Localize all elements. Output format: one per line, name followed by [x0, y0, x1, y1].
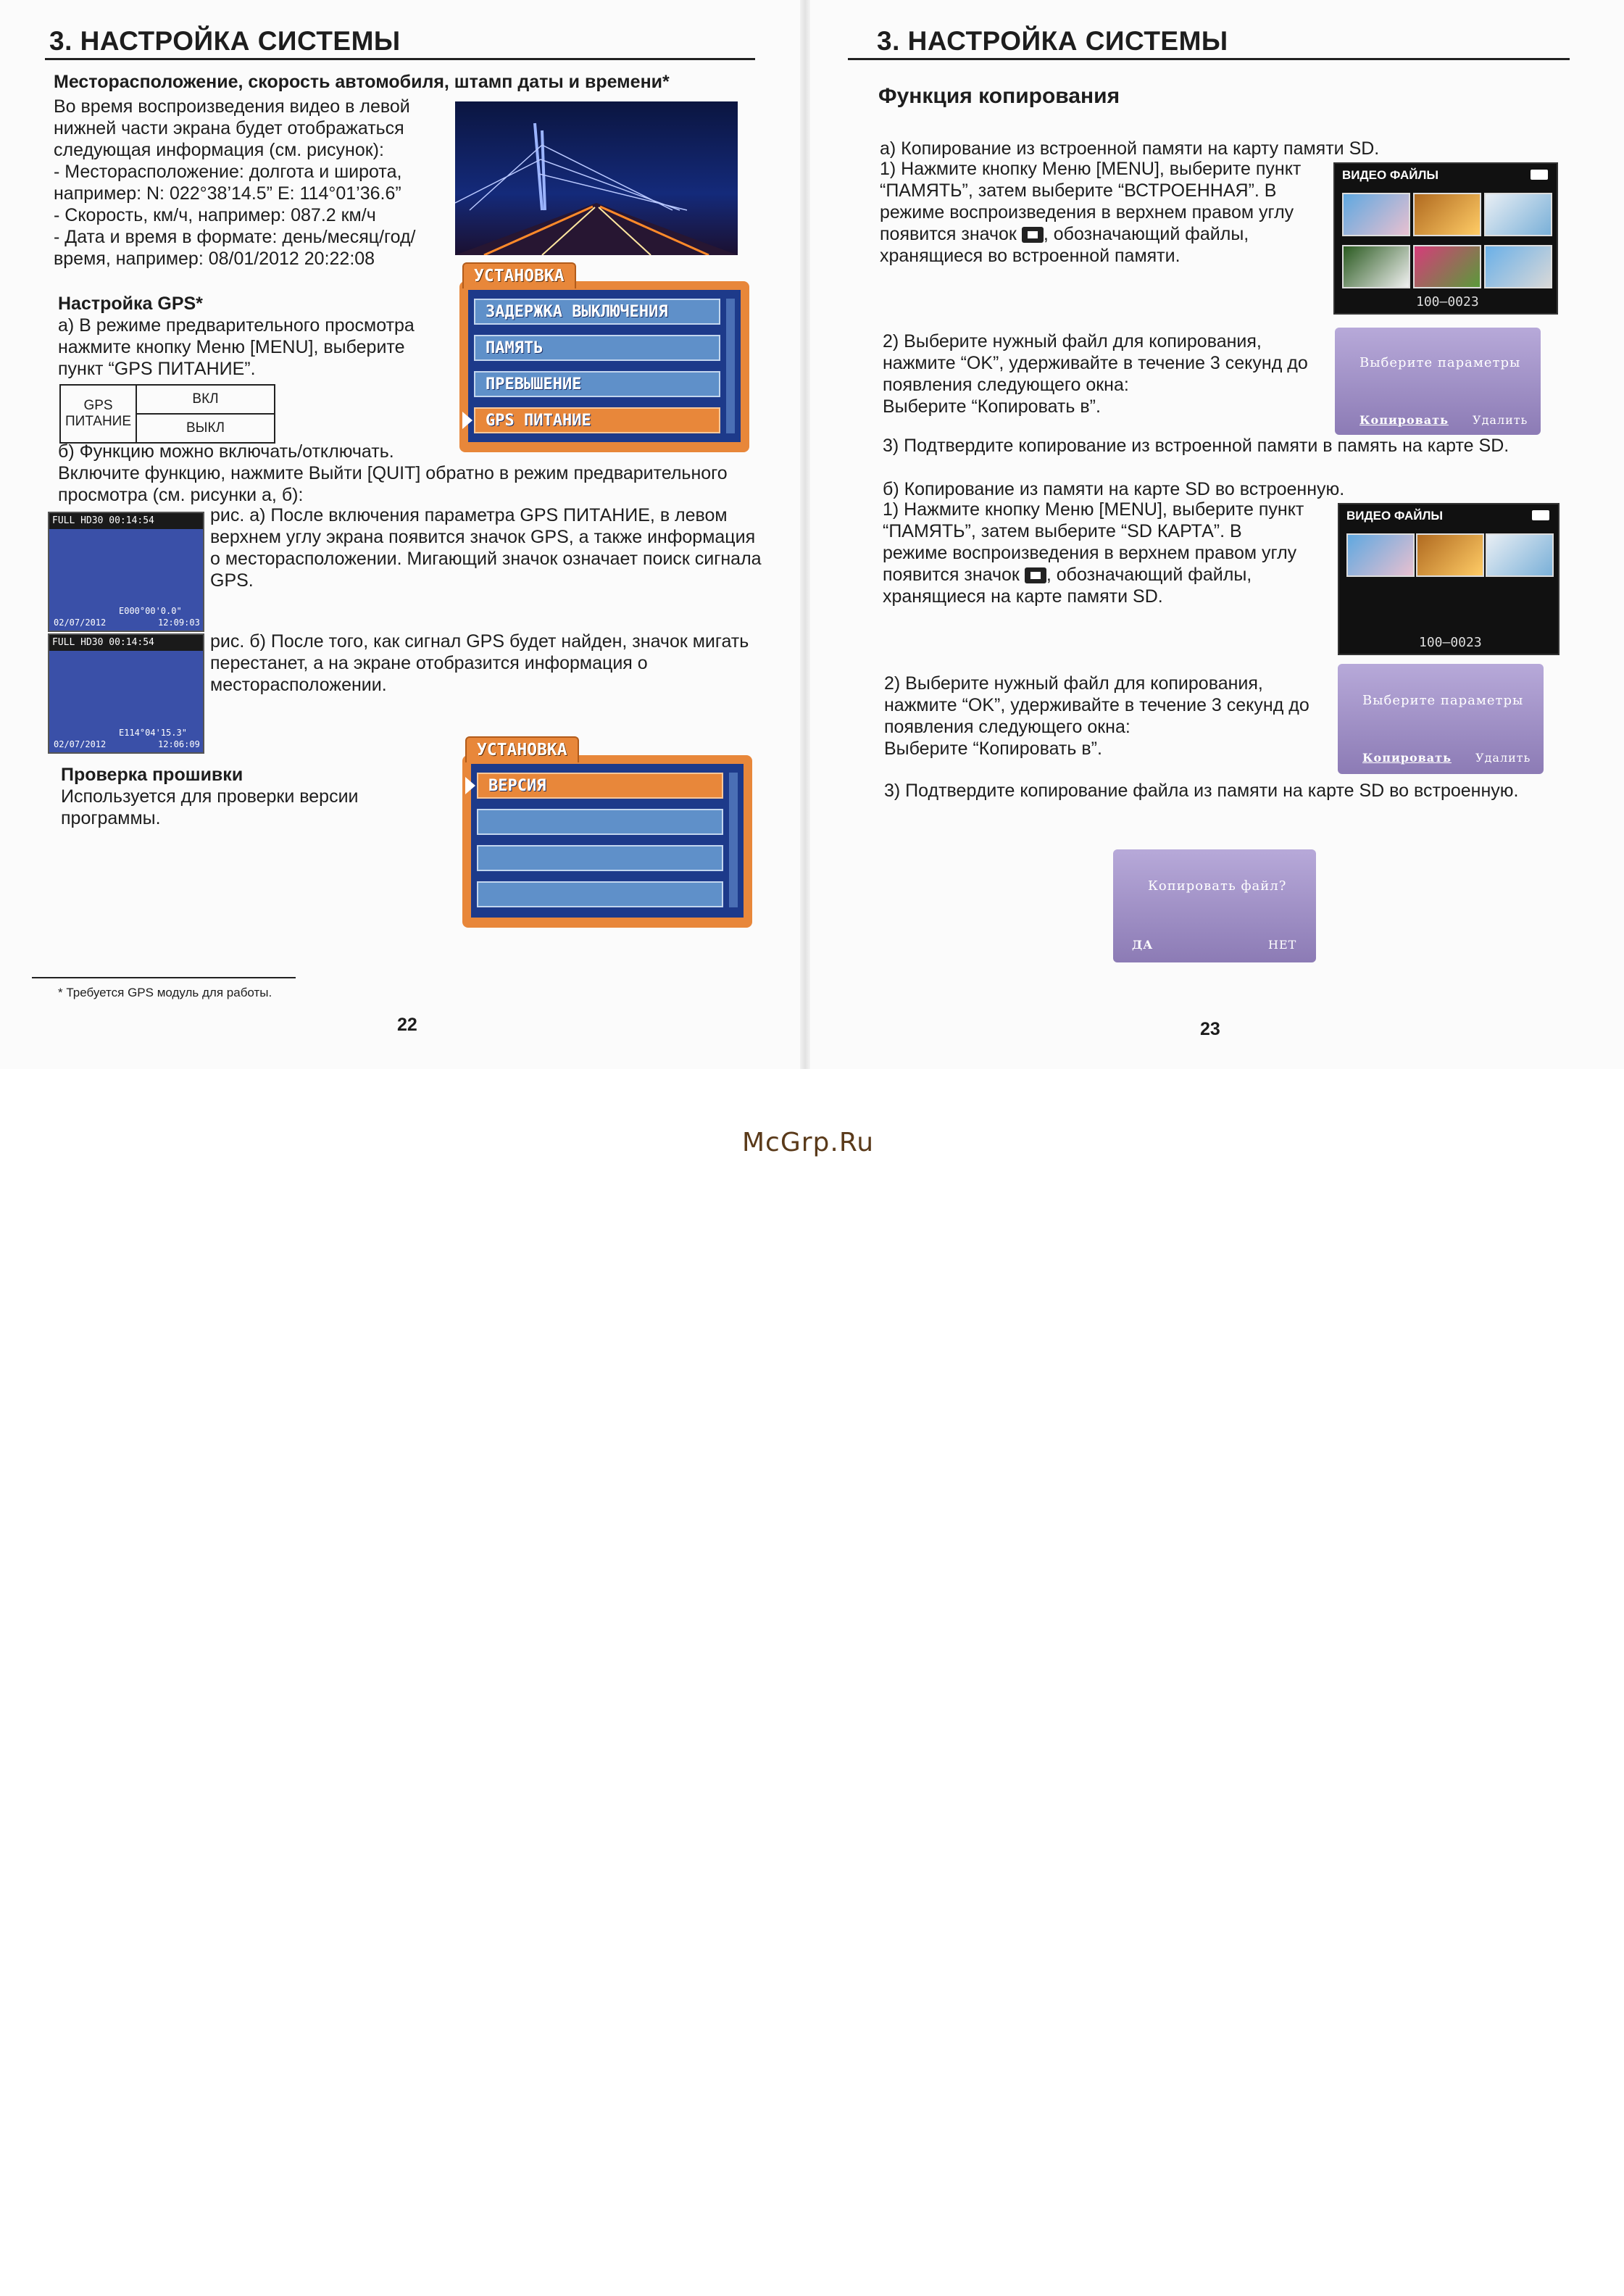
- camera-b-status-bar: FULL HD30 00:14:54: [49, 635, 203, 651]
- book-spine: [800, 0, 810, 1069]
- gps-power-table: [59, 384, 275, 444]
- camera-b-coords: E114°04'15.3": [119, 728, 187, 738]
- confirm-dialog-title: Копировать файл?: [1148, 878, 1287, 894]
- confirm-yes-button[interactable]: ДА: [1132, 938, 1154, 952]
- internal-memory-icon: [1022, 227, 1044, 243]
- setup-menu-tab[interactable]: УСТАНОВКА: [465, 736, 579, 762]
- menu-item-gps-power[interactable]: GPS ПИТАНИЕ: [474, 407, 720, 433]
- menu-item-empty[interactable]: [477, 881, 723, 907]
- copy-option[interactable]: Копировать: [1362, 751, 1452, 765]
- copy-step-b1-icon-pre: появится значок: [883, 565, 1020, 585]
- file-number: 100–0023: [1416, 294, 1479, 309]
- thumbnail[interactable]: [1413, 245, 1481, 288]
- setup-menu-version: [462, 741, 752, 928]
- thumbnail[interactable]: [1416, 533, 1484, 577]
- copy-step-a1-icon-post: , обозначающий файлы,: [1043, 224, 1249, 244]
- camera-screen-b: [48, 633, 204, 754]
- setup-menu-gps: [459, 267, 749, 452]
- video-files-screen-internal: [1333, 162, 1558, 315]
- copy-params-dialog: [1338, 664, 1544, 774]
- gps-option-on: ВКЛ: [136, 385, 275, 414]
- figure-b-caption: рис. б) После того, как сигнал GPS будет найден, значок мигать перестанет, а на экране отобразится информация о месторасположении.: [210, 631, 749, 695]
- sd-card-icon: [1025, 567, 1046, 583]
- right-header-rule: [848, 58, 1570, 60]
- gps-setup-body-a: а) В режиме предварительного просмотра нажмите кнопку Меню [MENU], выберите пункт “GPS ПИТАНИЕ”.: [58, 315, 415, 379]
- setup-menu-panel: [468, 290, 741, 442]
- copy-step-a1-icon-pre: появится значок: [880, 224, 1017, 244]
- menu-item-version[interactable]: ВЕРСИЯ: [477, 773, 723, 799]
- thumbnail[interactable]: [1484, 193, 1552, 236]
- copy-params-dialog: [1335, 328, 1541, 435]
- menu-scrollbar[interactable]: [726, 299, 735, 433]
- setup-menu-tab[interactable]: УСТАНОВКА: [462, 262, 576, 288]
- copy-option[interactable]: Копировать: [1359, 413, 1449, 427]
- footnote-rule: [32, 977, 296, 978]
- thumbnail[interactable]: [1486, 533, 1554, 577]
- selection-arrow-icon: [462, 412, 472, 429]
- camera-a-coords: E000°00'0.0": [119, 606, 182, 616]
- camera-b-date: 02/07/2012: [54, 739, 107, 749]
- camera-a-time: 12:09:03: [158, 617, 200, 628]
- gps-setup-body-b: б) Функцию можно включать/отключать. Включите функцию, нажмите Выйти [QUIT] обратно в режим предварительного просмотра (см. рисунки а, б):: [58, 441, 728, 505]
- road-video-photo: [455, 101, 738, 255]
- file-number: 100–0023: [1419, 635, 1482, 650]
- right-page-header: 3. НАСТРОЙКА СИСТЕМЫ: [877, 26, 1228, 56]
- menu-scrollbar[interactable]: [729, 773, 738, 907]
- delete-option[interactable]: Удалить: [1473, 413, 1528, 427]
- copy-step-a1-icon-line: [880, 223, 1249, 245]
- copy-step-a1-end: хранящиеся во встроенной памяти.: [880, 246, 1180, 266]
- camera-b-time: 12:06:09: [158, 739, 200, 749]
- params-dialog-title: Выберите параметры: [1359, 355, 1521, 370]
- copy-step-b-intro: б) Копирование из памяти на карте SD во встроенную.: [883, 479, 1345, 499]
- camera-a-status-bar: FULL HD30 00:14:54: [49, 513, 203, 529]
- copy-step-b3: 3) Подтвердите копирование файла из памяти на карте SD во встроенную.: [884, 781, 1519, 801]
- copy-step-a2: 2) Выберите нужный файл для копирования, нажмите “OK”, удерживайте в течение 3 секунд до появления следующего окна: Выберите “Копировать в”.: [883, 331, 1308, 417]
- menu-item-overspeed[interactable]: ПРЕВЫШЕНИЕ: [474, 371, 720, 397]
- menu-item-empty[interactable]: [477, 809, 723, 835]
- menu-item-empty[interactable]: [477, 845, 723, 871]
- gps-power-label: GPS ПИТАНИЕ: [60, 385, 136, 443]
- confirm-no-button[interactable]: НЕТ: [1268, 938, 1297, 952]
- params-dialog-title: Выберите параметры: [1362, 693, 1524, 708]
- left-header-rule: [45, 58, 755, 60]
- left-page-header: 3. НАСТРОЙКА СИСТЕМЫ: [49, 26, 401, 56]
- copy-section-title: Функция копирования: [878, 84, 1120, 108]
- copy-step-b2: 2) Выберите нужный файл для копирования, нажмите “OK”, удерживайте в течение 3 секунд до появления следующего окна: Выберите “Копировать в”.: [884, 673, 1309, 759]
- delete-option[interactable]: Удалить: [1475, 751, 1531, 765]
- thumbnail[interactable]: [1342, 193, 1410, 236]
- firmware-body: Используется для проверки версии программы.: [61, 786, 359, 828]
- copy-confirm-dialog: [1113, 849, 1316, 962]
- thumbnail[interactable]: [1413, 193, 1481, 236]
- camera-a-date: 02/07/2012: [54, 617, 107, 628]
- thumbnail[interactable]: [1484, 245, 1552, 288]
- video-files-title: ВИДЕО ФАЙЛЫ: [1346, 509, 1444, 523]
- gps-setup-title: Настройка GPS*: [58, 294, 203, 314]
- thumbnail[interactable]: [1346, 533, 1415, 577]
- camera-screen-a: [48, 512, 204, 632]
- left-page-number: 22: [397, 1015, 417, 1035]
- section-location-body: Во время воспроизведения видео в левой нижней части экрана будет отображаться следующая информация (см. рисунок): - Месторасположение: долгота и широта, например: N: 022°38’14.5” E: 114°01’36.6” - Скорость, км/ч, например: 087.2 км/ч - Дата и время в формате: день/месяц/год/ время, например: 08/01/2012 20:22:08: [54, 96, 416, 269]
- copy-step-b1: 1) Нажмите кнопку Меню [MENU], выберите пункт “ПАМЯТЬ”, затем выберите “SD КАРТА”. В режиме воспроизведения в верхнем правом углу: [883, 499, 1304, 563]
- thumbnail[interactable]: [1342, 245, 1410, 288]
- internal-memory-icon: [1531, 170, 1548, 180]
- copy-step-a1: 1) Нажмите кнопку Меню [MENU], выберите пункт “ПАМЯТЬ”, затем выберите “ВСТРОЕННАЯ”. В режиме воспроизведения в верхнем правом углу: [880, 159, 1302, 222]
- site-watermark: McGrp.Ru: [742, 1128, 875, 1157]
- footnote: * Требуется GPS модуль для работы.: [58, 986, 272, 999]
- sd-card-icon: [1532, 510, 1549, 520]
- video-files-title: ВИДЕО ФАЙЛЫ: [1342, 168, 1439, 182]
- menu-item-shutdown-delay[interactable]: ЗАДЕРЖКА ВЫКЛЮЧЕНИЯ: [474, 299, 720, 325]
- menu-item-memory[interactable]: ПАМЯТЬ: [474, 335, 720, 361]
- gps-option-off: ВЫКЛ: [136, 414, 275, 443]
- figure-a-caption: рис. а) После включения параметра GPS ПИТАНИЕ, в левом верхнем углу экрана появится значок GPS, а также информация о месторасположении. Мигающий значок означает поиск сигнала GPS.: [210, 505, 762, 591]
- copy-step-a3: 3) Подтвердите копирование из встроенной памяти в память на карте SD.: [883, 436, 1510, 456]
- copy-step-b1-end: хранящиеся на карте памяти SD.: [883, 586, 1163, 607]
- copy-step-a-intro: а) Копирование из встроенной памяти на карту памяти SD.: [880, 138, 1380, 159]
- right-page-number: 23: [1200, 1019, 1220, 1039]
- copy-step-b1-icon-line: [883, 564, 1252, 586]
- setup-menu-panel: [471, 764, 744, 918]
- firmware-title: Проверка прошивки: [61, 765, 243, 785]
- video-files-screen-sd: [1338, 503, 1560, 655]
- section-location-title: Месторасположение, скорость автомобиля, штамп даты и времени*: [54, 72, 670, 92]
- selection-arrow-icon: [465, 777, 475, 794]
- copy-step-b1-icon-post: , обозначающий файлы,: [1046, 565, 1252, 585]
